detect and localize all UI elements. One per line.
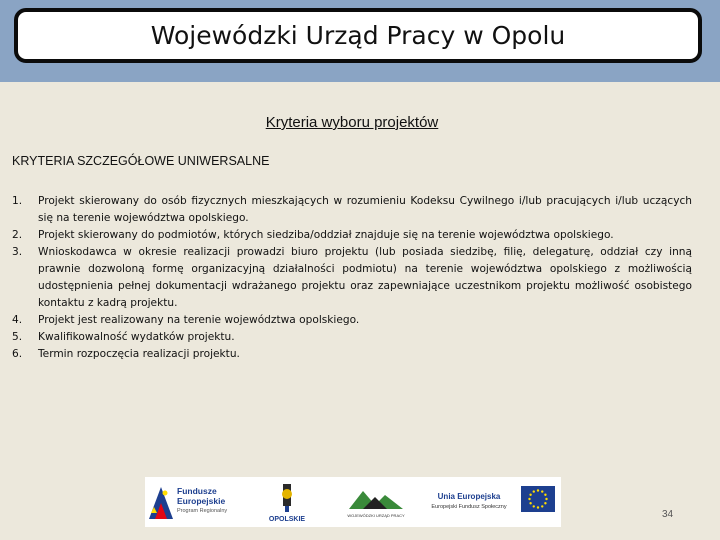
ue-logo-text <box>421 492 517 512</box>
item-text: Kwalifikowalność wydatków projektu. <box>38 331 235 343</box>
list-item <box>12 193 692 227</box>
eu-flag-icon <box>521 486 555 512</box>
item-text: Projekt skierowany do osób fizycznych mieszkających w rozumieniu Kodeksu Cywilnego i/lub pracujących i/lub uczących się na terenie województwa opolskiego. <box>38 195 692 224</box>
slide-content <box>0 82 720 540</box>
item-number: 6. <box>12 348 23 360</box>
list-item <box>12 329 692 346</box>
page-number: 34 <box>662 509 674 520</box>
title-box <box>14 8 702 63</box>
opolskie-logo <box>261 480 313 524</box>
subtitle: Kryteria wyboru projektów <box>265 114 439 131</box>
item-text: Projekt skierowany do podmiotów, których siedziba/oddział znajduje się na terenie województwa opolskiego. <box>38 229 614 241</box>
fe-line-2: Europejskie <box>177 496 226 506</box>
ue-line-1: Unia Europejska <box>437 492 501 501</box>
item-text: Wnioskodawca w okresie realizacji prowadzi biuro projektu (lub posiada siedzibę, filię, delegaturę, oddział czy inną prawnie dozwoloną formę organizacyjną działalności podmiotu) na terenie województwa opolskiego z możliwością udostępnienia pełnej dokumentacji wdrażanego projektu oraz zapewniające uczestnikom projektu możliwość osobistego kontaktu z kadrą projektu. <box>38 246 692 309</box>
logo-strip <box>145 477 561 527</box>
header-band <box>0 0 720 82</box>
fe-logo-text <box>177 486 227 516</box>
item-number: 4. <box>12 314 23 326</box>
criteria-list <box>12 193 692 363</box>
fundusze-europejskie-logo <box>147 483 175 521</box>
list-item <box>12 346 692 363</box>
list-item <box>12 312 692 329</box>
fe-line-1: Fundusze <box>177 486 217 496</box>
fe-line-3: Program Regionalny <box>177 508 228 514</box>
list-item <box>12 227 692 244</box>
item-number: 5. <box>12 331 23 343</box>
list-item <box>12 244 692 312</box>
slide-title: Wojewódzki Urząd Pracy w Opolu <box>150 21 566 50</box>
ue-line-2: Europejski Fundusz Społeczny <box>431 504 507 510</box>
opolskie-label: OPOLSKIE <box>268 516 306 523</box>
item-text: Projekt jest realizowany na terenie województwa opolskiego. <box>38 314 360 326</box>
item-number: 2. <box>12 229 23 241</box>
wup-logo <box>345 483 407 521</box>
item-number: 1. <box>12 195 23 207</box>
item-text: Termin rozpoczęcia realizacji projektu. <box>38 348 240 360</box>
wup-label: WOJEWÓDZKI URZĄD PRACY <box>347 513 405 518</box>
section-heading: KRYTERIA SZCZEGÓŁOWE UNIWERSALNE <box>12 154 270 168</box>
item-number: 3. <box>12 246 23 258</box>
